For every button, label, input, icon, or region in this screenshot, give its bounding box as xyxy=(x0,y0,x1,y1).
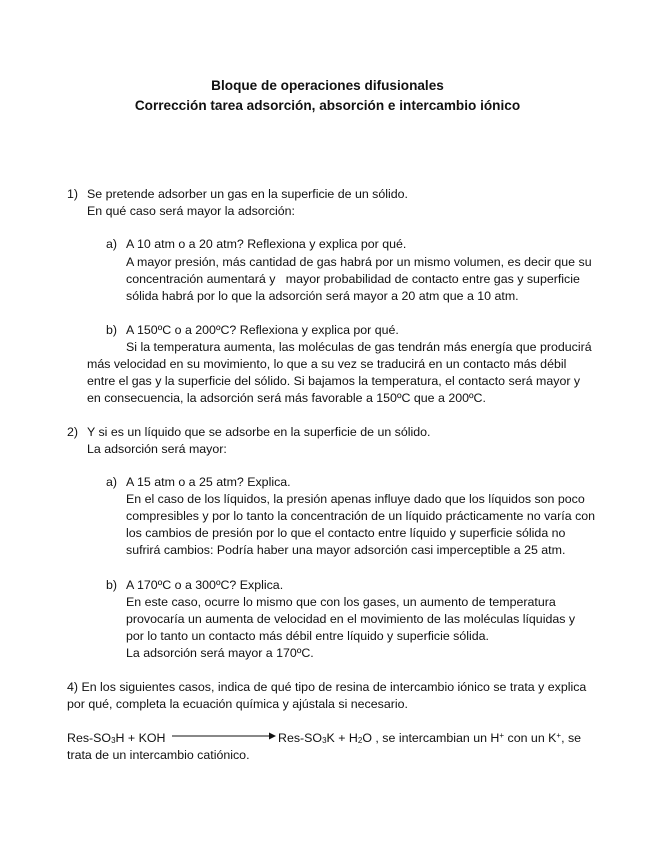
q1-sub-question: En qué caso será mayor la adsorción: xyxy=(87,204,295,218)
title-line-1: Bloque de operaciones difusionales xyxy=(211,78,444,93)
q1b-answer-line: Si la temperatura aumenta, las moléculas de gas tendrán más energía que producirá xyxy=(126,340,592,354)
q2-number: 2) xyxy=(67,425,79,439)
q2a-answer-line: sufrirá cambios: Podría haber una mayor adsorción casi imperceptible a 25 atm. xyxy=(126,543,566,557)
q1b-answer-line: entre el gas y la superficie del sólido. Si bajamos la temperatura, el contacto será mayor y xyxy=(87,374,581,388)
q2b-answer-line: provocaría un aumenta de velocidad en el movimiento de las moléculas líquidas y xyxy=(126,612,576,626)
q2b-question: A 170ºC o a 300ºC? Explica. xyxy=(126,578,284,592)
q2-question: Y si es un líquido que se adsorbe en la superficie de un sólido. xyxy=(87,425,431,439)
q2a-answer-line: los cambios de presión por lo que el contacto entre líquido y superficie sólida no xyxy=(126,526,566,540)
q1-question: Se pretende adsorber un gas en la superficie de un sólido. xyxy=(87,187,408,201)
q2a-answer-line: compresibles y por lo tanto la concentración de un líquido prácticamente no varía con xyxy=(126,509,596,523)
q2a-question: A 15 atm o a 25 atm? Explica. xyxy=(126,475,291,489)
q1a-answer-line: sólida habrá por lo que la adsorción será mayor a 20 atm que a 10 atm. xyxy=(126,289,519,303)
q2b-answer-line: por lo tanto un contacto más débil entre líquido y superficie sólida. xyxy=(126,629,489,643)
q1-number: 1) xyxy=(67,187,79,201)
q1a-answer-line: concentración aumentará y mayor probabilidad de contacto entre gas y superficie xyxy=(126,272,580,286)
q4-conclusion: trata de un intercambio catiónico. xyxy=(67,748,250,762)
q2a-answer-line: En el caso de los líquidos, la presión apenas influye dado que los líquidos son poco xyxy=(126,492,585,506)
q2b-answer-line: La adsorción será mayor a 170ºC. xyxy=(126,646,314,660)
q1b-question: A 150ºC o a 200ºC? Reflexiona y explica por qué. xyxy=(126,323,399,337)
q1b-answer-line: en consecuencia, la adsorción será más favorable a 150ºC que a 200ºC. xyxy=(87,391,486,405)
q4-question-line: 4) En los siguientes casos, indica de qué tipo de resina de intercambio iónico se trata y explica xyxy=(67,680,587,694)
q1a-label: a) xyxy=(106,237,118,251)
q4-question-line: por qué, completa la ecuación química y ajústala si necesario. xyxy=(67,697,408,711)
q2-sub-question: La adsorción será mayor: xyxy=(87,442,227,456)
equation-products: Res-$SO_3K + H_2O$ , se intercambian un H+ con un K+, se xyxy=(278,731,582,745)
equation-reactants: Res-$SO_3H$ + KOH xyxy=(67,731,166,745)
title-line-2: Corrección tarea adsorción, absorción e intercambio iónico xyxy=(134,98,521,113)
q2b-answer-line: En este caso, ocurre lo mismo que con los gases, un aumento de temperatura xyxy=(126,595,556,609)
q1a-question: A 10 atm o a 20 atm? Reflexiona y explica por qué. xyxy=(126,237,407,251)
q2a-label: a) xyxy=(106,475,118,489)
q1b-label: b) xyxy=(106,323,118,337)
q2b-label: b) xyxy=(106,578,118,592)
reaction-arrow-icon xyxy=(172,730,276,742)
q1b-answer-line: más velocidad en su movimiento, lo que a su vez se traducirá en un contacto más débil xyxy=(87,357,567,371)
q1a-answer-line: A mayor presión, más cantidad de gas habrá por un mismo volumen, es decir que su xyxy=(126,255,592,269)
